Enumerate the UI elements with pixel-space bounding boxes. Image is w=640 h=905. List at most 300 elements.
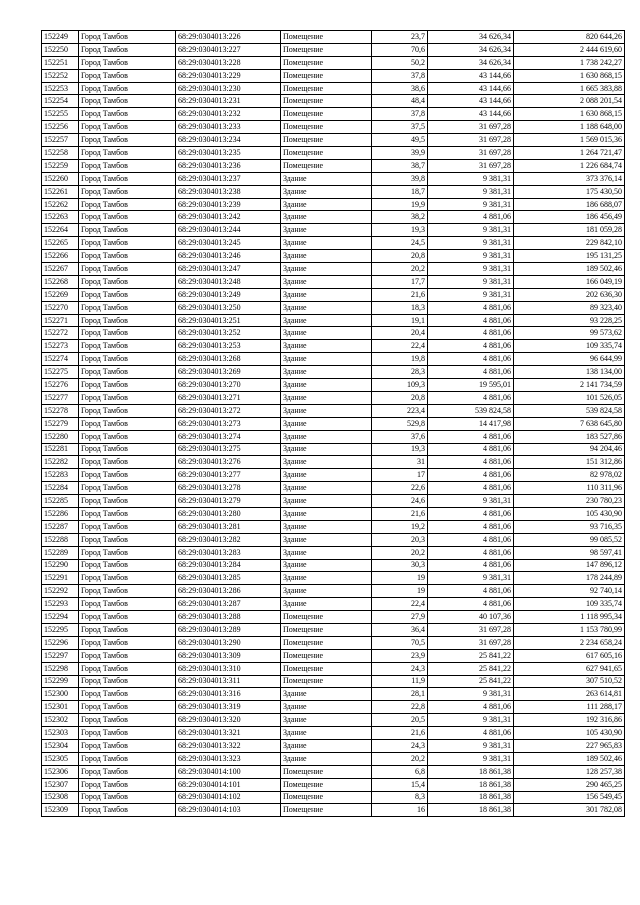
cadastral-value-cell: 92 740,14 — [514, 585, 625, 598]
object-type-cell: Здание — [281, 379, 372, 392]
object-type-cell: Помещение — [281, 623, 372, 636]
cadastral-number-cell: 68:29:0304013:227 — [176, 43, 281, 56]
area-cell: 31 — [372, 456, 428, 469]
specific-value-cell: 4 881,06 — [428, 353, 514, 366]
row-number-cell: 152298 — [42, 662, 79, 675]
object-type-cell: Здание — [281, 714, 372, 727]
table-row — [42, 43, 625, 56]
object-type-cell: Помещение — [281, 147, 372, 160]
table-row — [42, 495, 625, 508]
specific-value-cell: 18 861,38 — [428, 778, 514, 791]
city-cell: Город Тамбов — [79, 482, 176, 495]
row-number-cell: 152255 — [42, 108, 79, 121]
table-row — [42, 507, 625, 520]
cadastral-number-cell: 68:29:0304013:309 — [176, 649, 281, 662]
city-cell: Город Тамбов — [79, 43, 176, 56]
table-row — [42, 301, 625, 314]
object-type-cell: Здание — [281, 288, 372, 301]
cadastral-value-cell: 109 335,74 — [514, 340, 625, 353]
table-row — [42, 611, 625, 624]
city-cell: Город Тамбов — [79, 495, 176, 508]
cadastral-value-cell: 189 502,46 — [514, 263, 625, 276]
cadastral-value-cell: 2 088 201,54 — [514, 95, 625, 108]
object-type-cell: Помещение — [281, 134, 372, 147]
cadastral-value-cell: 1 630 868,15 — [514, 108, 625, 121]
table-row — [42, 533, 625, 546]
row-number-cell: 152260 — [42, 172, 79, 185]
table-row — [42, 224, 625, 237]
area-cell: 30,3 — [372, 559, 428, 572]
specific-value-cell: 4 881,06 — [428, 701, 514, 714]
cadastral-value-cell: 373 376,14 — [514, 172, 625, 185]
cadastral-number-cell: 68:29:0304014:100 — [176, 765, 281, 778]
row-number-cell: 152285 — [42, 495, 79, 508]
city-cell: Город Тамбов — [79, 263, 176, 276]
cadastral-number-cell: 68:29:0304013:320 — [176, 714, 281, 727]
city-cell: Город Тамбов — [79, 31, 176, 44]
city-cell: Город Тамбов — [79, 443, 176, 456]
object-type-cell: Здание — [281, 250, 372, 263]
specific-value-cell: 34 626,34 — [428, 56, 514, 69]
cadastral-number-cell: 68:29:0304013:289 — [176, 623, 281, 636]
cadastral-value-cell: 166 049,19 — [514, 275, 625, 288]
table-row — [42, 211, 625, 224]
cadastral-value-cell: 138 134,00 — [514, 366, 625, 379]
table-row — [42, 31, 625, 44]
table-row — [42, 443, 625, 456]
table-row — [42, 121, 625, 134]
cadastral-number-cell: 68:29:0304013:237 — [176, 172, 281, 185]
row-number-cell: 152267 — [42, 263, 79, 276]
area-cell: 39,9 — [372, 147, 428, 160]
area-cell: 24,3 — [372, 739, 428, 752]
row-number-cell: 152309 — [42, 804, 79, 817]
city-cell: Город Тамбов — [79, 275, 176, 288]
area-cell: 223,4 — [372, 404, 428, 417]
table-row — [42, 520, 625, 533]
cadastral-value-cell: 2 444 619,60 — [514, 43, 625, 56]
table-row — [42, 95, 625, 108]
area-cell: 19,9 — [372, 198, 428, 211]
object-type-cell: Помещение — [281, 108, 372, 121]
cadastral-number-cell: 68:29:0304013:283 — [176, 546, 281, 559]
area-cell: 24,3 — [372, 662, 428, 675]
object-type-cell: Помещение — [281, 675, 372, 688]
table-body — [42, 31, 625, 817]
cadastral-value-cell: 230 780,23 — [514, 495, 625, 508]
object-type-cell: Здание — [281, 237, 372, 250]
cadastral-number-cell: 68:29:0304013:316 — [176, 688, 281, 701]
city-cell: Город Тамбов — [79, 701, 176, 714]
cadastral-value-cell: 195 131,25 — [514, 250, 625, 263]
area-cell: 37,6 — [372, 430, 428, 443]
object-type-cell: Здание — [281, 482, 372, 495]
cadastral-number-cell: 68:29:0304013:232 — [176, 108, 281, 121]
table-row — [42, 469, 625, 482]
area-cell: 20,5 — [372, 714, 428, 727]
area-cell: 20,3 — [372, 533, 428, 546]
table-row — [42, 69, 625, 82]
city-cell: Город Тамбов — [79, 765, 176, 778]
cadastral-number-cell: 68:29:0304013:229 — [176, 69, 281, 82]
cadastral-number-cell: 68:29:0304013:280 — [176, 507, 281, 520]
table-row — [42, 585, 625, 598]
area-cell: 19,1 — [372, 314, 428, 327]
city-cell: Город Тамбов — [79, 636, 176, 649]
cadastral-value-cell: 99 573,62 — [514, 327, 625, 340]
specific-value-cell: 43 144,66 — [428, 82, 514, 95]
row-number-cell: 152292 — [42, 585, 79, 598]
city-cell: Город Тамбов — [79, 520, 176, 533]
table-row — [42, 288, 625, 301]
specific-value-cell: 25 841,22 — [428, 662, 514, 675]
table-row — [42, 263, 625, 276]
cadastral-value-cell: 181 059,28 — [514, 224, 625, 237]
specific-value-cell: 4 881,06 — [428, 366, 514, 379]
area-cell: 70,5 — [372, 636, 428, 649]
city-cell: Город Тамбов — [79, 623, 176, 636]
city-cell: Город Тамбов — [79, 649, 176, 662]
table-row — [42, 391, 625, 404]
row-number-cell: 152274 — [42, 353, 79, 366]
cadastral-value-cell: 2 141 734,59 — [514, 379, 625, 392]
specific-value-cell: 4 881,06 — [428, 727, 514, 740]
specific-value-cell: 9 381,31 — [428, 572, 514, 585]
specific-value-cell: 9 381,31 — [428, 263, 514, 276]
object-type-cell: Помещение — [281, 31, 372, 44]
table-row — [42, 688, 625, 701]
cadastral-number-cell: 68:29:0304013:252 — [176, 327, 281, 340]
cadastral-number-cell: 68:29:0304014:102 — [176, 791, 281, 804]
table-row — [42, 649, 625, 662]
cadastral-number-cell: 68:29:0304013:287 — [176, 598, 281, 611]
object-type-cell: Здание — [281, 314, 372, 327]
object-type-cell: Здание — [281, 224, 372, 237]
row-number-cell: 152291 — [42, 572, 79, 585]
cadastral-number-cell: 68:29:0304013:244 — [176, 224, 281, 237]
object-type-cell: Помещение — [281, 43, 372, 56]
cadastral-value-cell: 307 510,52 — [514, 675, 625, 688]
object-type-cell: Здание — [281, 546, 372, 559]
area-cell: 21,6 — [372, 727, 428, 740]
row-number-cell: 152253 — [42, 82, 79, 95]
city-cell: Город Тамбов — [79, 404, 176, 417]
specific-value-cell: 9 381,31 — [428, 185, 514, 198]
cadastral-value-cell: 263 614,81 — [514, 688, 625, 701]
area-cell: 17 — [372, 469, 428, 482]
object-type-cell: Помещение — [281, 636, 372, 649]
row-number-cell: 152301 — [42, 701, 79, 714]
cadastral-value-cell: 290 465,25 — [514, 778, 625, 791]
row-number-cell: 152307 — [42, 778, 79, 791]
area-cell: 19,3 — [372, 224, 428, 237]
cadastral-number-cell: 68:29:0304013:239 — [176, 198, 281, 211]
row-number-cell: 152271 — [42, 314, 79, 327]
row-number-cell: 152281 — [42, 443, 79, 456]
specific-value-cell: 31 697,28 — [428, 623, 514, 636]
city-cell: Город Тамбов — [79, 727, 176, 740]
cadastral-value-cell: 301 782,08 — [514, 804, 625, 817]
row-number-cell: 152308 — [42, 791, 79, 804]
specific-value-cell: 4 881,06 — [428, 430, 514, 443]
object-type-cell: Здание — [281, 185, 372, 198]
cadastral-value-cell: 1 738 242,27 — [514, 56, 625, 69]
cadastral-value-table — [41, 30, 625, 817]
cadastral-number-cell: 68:29:0304013:310 — [176, 662, 281, 675]
area-cell: 20,8 — [372, 391, 428, 404]
city-cell: Город Тамбов — [79, 611, 176, 624]
specific-value-cell: 9 381,31 — [428, 172, 514, 185]
area-cell: 20,2 — [372, 263, 428, 276]
row-number-cell: 152305 — [42, 752, 79, 765]
cadastral-value-cell: 617 605,16 — [514, 649, 625, 662]
row-number-cell: 152279 — [42, 417, 79, 430]
object-type-cell: Здание — [281, 301, 372, 314]
city-cell: Город Тамбов — [79, 288, 176, 301]
table-row — [42, 765, 625, 778]
cadastral-value-cell: 192 316,86 — [514, 714, 625, 727]
specific-value-cell: 31 697,28 — [428, 147, 514, 160]
cadastral-number-cell: 68:29:0304013:238 — [176, 185, 281, 198]
cadastral-value-cell: 175 430,50 — [514, 185, 625, 198]
table-row — [42, 134, 625, 147]
cadastral-value-cell: 109 335,74 — [514, 598, 625, 611]
cadastral-value-cell: 151 312,86 — [514, 456, 625, 469]
cadastral-value-cell: 627 941,65 — [514, 662, 625, 675]
table-row — [42, 314, 625, 327]
specific-value-cell: 9 381,31 — [428, 198, 514, 211]
area-cell: 38,2 — [372, 211, 428, 224]
cadastral-number-cell: 68:29:0304013:228 — [176, 56, 281, 69]
table-row — [42, 559, 625, 572]
object-type-cell: Помещение — [281, 791, 372, 804]
area-cell: 22,8 — [372, 701, 428, 714]
row-number-cell: 152297 — [42, 649, 79, 662]
table-row — [42, 778, 625, 791]
cadastral-number-cell: 68:29:0304013:236 — [176, 159, 281, 172]
table-row — [42, 250, 625, 263]
specific-value-cell: 31 697,28 — [428, 134, 514, 147]
table-row — [42, 275, 625, 288]
city-cell: Город Тамбов — [79, 379, 176, 392]
row-number-cell: 152275 — [42, 366, 79, 379]
object-type-cell: Здание — [281, 198, 372, 211]
specific-value-cell: 19 595,01 — [428, 379, 514, 392]
row-number-cell: 152302 — [42, 714, 79, 727]
area-cell: 49,5 — [372, 134, 428, 147]
cadastral-number-cell: 68:29:0304013:268 — [176, 353, 281, 366]
object-type-cell: Здание — [281, 739, 372, 752]
specific-value-cell: 4 881,06 — [428, 585, 514, 598]
table-row — [42, 456, 625, 469]
specific-value-cell: 18 861,38 — [428, 765, 514, 778]
specific-value-cell: 4 881,06 — [428, 533, 514, 546]
table-row — [42, 791, 625, 804]
row-number-cell: 152249 — [42, 31, 79, 44]
city-cell: Город Тамбов — [79, 134, 176, 147]
city-cell: Город Тамбов — [79, 250, 176, 263]
object-type-cell: Помещение — [281, 804, 372, 817]
specific-value-cell: 4 881,06 — [428, 482, 514, 495]
cadastral-number-cell: 68:29:0304013:233 — [176, 121, 281, 134]
cadastral-number-cell: 68:29:0304013:246 — [176, 250, 281, 263]
object-type-cell: Здание — [281, 469, 372, 482]
table-row — [42, 147, 625, 160]
cadastral-number-cell: 68:29:0304013:278 — [176, 482, 281, 495]
cadastral-value-cell: 96 644,99 — [514, 353, 625, 366]
city-cell: Город Тамбов — [79, 546, 176, 559]
cadastral-number-cell: 68:29:0304013:322 — [176, 739, 281, 752]
object-type-cell: Помещение — [281, 69, 372, 82]
row-number-cell: 152269 — [42, 288, 79, 301]
specific-value-cell: 14 417,98 — [428, 417, 514, 430]
cadastral-number-cell: 68:29:0304013:279 — [176, 495, 281, 508]
cadastral-value-cell: 539 824,58 — [514, 404, 625, 417]
object-type-cell: Помещение — [281, 159, 372, 172]
row-number-cell: 152278 — [42, 404, 79, 417]
object-type-cell: Здание — [281, 533, 372, 546]
area-cell: 15,4 — [372, 778, 428, 791]
specific-value-cell: 25 841,22 — [428, 675, 514, 688]
area-cell: 17,7 — [372, 275, 428, 288]
cadastral-value-cell: 156 549,45 — [514, 791, 625, 804]
cadastral-number-cell: 68:29:0304013:248 — [176, 275, 281, 288]
city-cell: Город Тамбов — [79, 185, 176, 198]
city-cell: Город Тамбов — [79, 301, 176, 314]
city-cell: Город Тамбов — [79, 662, 176, 675]
cadastral-number-cell: 68:29:0304013:234 — [176, 134, 281, 147]
city-cell: Город Тамбов — [79, 108, 176, 121]
area-cell: 529,8 — [372, 417, 428, 430]
cadastral-value-cell: 1 118 995,34 — [514, 611, 625, 624]
table-row — [42, 237, 625, 250]
row-number-cell: 152294 — [42, 611, 79, 624]
city-cell: Город Тамбов — [79, 688, 176, 701]
area-cell: 22,4 — [372, 598, 428, 611]
row-number-cell: 152277 — [42, 391, 79, 404]
specific-value-cell: 9 381,31 — [428, 495, 514, 508]
cadastral-value-cell: 7 638 645,80 — [514, 417, 625, 430]
cadastral-value-cell: 105 430,90 — [514, 727, 625, 740]
city-cell: Город Тамбов — [79, 224, 176, 237]
specific-value-cell: 34 626,34 — [428, 31, 514, 44]
cadastral-number-cell: 68:29:0304013:235 — [176, 147, 281, 160]
object-type-cell: Помещение — [281, 778, 372, 791]
cadastral-value-cell: 202 636,30 — [514, 288, 625, 301]
area-cell: 28,1 — [372, 688, 428, 701]
specific-value-cell: 4 881,06 — [428, 546, 514, 559]
area-cell: 23,7 — [372, 31, 428, 44]
object-type-cell: Здание — [281, 430, 372, 443]
area-cell: 24,5 — [372, 237, 428, 250]
area-cell: 19 — [372, 572, 428, 585]
city-cell: Город Тамбов — [79, 804, 176, 817]
cadastral-number-cell: 68:29:0304013:253 — [176, 340, 281, 353]
area-cell: 18,3 — [372, 301, 428, 314]
row-number-cell: 152259 — [42, 159, 79, 172]
cadastral-number-cell: 68:29:0304013:286 — [176, 585, 281, 598]
area-cell: 19,8 — [372, 353, 428, 366]
cadastral-value-cell: 1 630 868,15 — [514, 69, 625, 82]
object-type-cell: Здание — [281, 443, 372, 456]
cadastral-number-cell: 68:29:0304013:230 — [176, 82, 281, 95]
row-number-cell: 152290 — [42, 559, 79, 572]
area-cell: 23,9 — [372, 649, 428, 662]
row-number-cell: 152258 — [42, 147, 79, 160]
row-number-cell: 152296 — [42, 636, 79, 649]
cadastral-value-cell: 820 644,26 — [514, 31, 625, 44]
cadastral-value-cell: 178 244,89 — [514, 572, 625, 585]
city-cell: Город Тамбов — [79, 147, 176, 160]
row-number-cell: 152303 — [42, 727, 79, 740]
table-row — [42, 623, 625, 636]
cadastral-value-cell: 94 204,46 — [514, 443, 625, 456]
city-cell: Город Тамбов — [79, 56, 176, 69]
object-type-cell: Здание — [281, 417, 372, 430]
area-cell: 24,6 — [372, 495, 428, 508]
table-row — [42, 417, 625, 430]
cadastral-value-cell: 111 288,17 — [514, 701, 625, 714]
specific-value-cell: 31 697,28 — [428, 121, 514, 134]
row-number-cell: 152295 — [42, 623, 79, 636]
specific-value-cell: 9 381,31 — [428, 275, 514, 288]
cadastral-number-cell: 68:29:0304013:247 — [176, 263, 281, 276]
cadastral-value-cell: 128 257,38 — [514, 765, 625, 778]
cadastral-number-cell: 68:29:0304013:281 — [176, 520, 281, 533]
city-cell: Город Тамбов — [79, 417, 176, 430]
specific-value-cell: 4 881,06 — [428, 327, 514, 340]
area-cell: 22,4 — [372, 340, 428, 353]
row-number-cell: 152293 — [42, 598, 79, 611]
area-cell: 27,9 — [372, 611, 428, 624]
area-cell: 19,2 — [372, 520, 428, 533]
area-cell: 70,6 — [372, 43, 428, 56]
specific-value-cell: 18 861,38 — [428, 804, 514, 817]
row-number-cell: 152300 — [42, 688, 79, 701]
specific-value-cell: 18 861,38 — [428, 791, 514, 804]
cadastral-value-cell: 1 264 721,47 — [514, 147, 625, 160]
specific-value-cell: 9 381,31 — [428, 714, 514, 727]
city-cell: Город Тамбов — [79, 159, 176, 172]
city-cell: Город Тамбов — [79, 237, 176, 250]
area-cell: 20,2 — [372, 546, 428, 559]
cadastral-value-cell: 105 430,90 — [514, 507, 625, 520]
cadastral-number-cell: 68:29:0304013:285 — [176, 572, 281, 585]
city-cell: Город Тамбов — [79, 585, 176, 598]
city-cell: Город Тамбов — [79, 172, 176, 185]
cadastral-value-cell: 1 188 648,00 — [514, 121, 625, 134]
cadastral-value-cell: 2 234 658,24 — [514, 636, 625, 649]
specific-value-cell: 9 381,31 — [428, 752, 514, 765]
cadastral-number-cell: 68:29:0304013:250 — [176, 301, 281, 314]
cadastral-value-cell: 189 502,46 — [514, 752, 625, 765]
cadastral-number-cell: 68:29:0304013:271 — [176, 391, 281, 404]
specific-value-cell: 4 881,06 — [428, 340, 514, 353]
object-type-cell: Помещение — [281, 765, 372, 778]
object-type-cell: Здание — [281, 688, 372, 701]
area-cell: 20,2 — [372, 752, 428, 765]
city-cell: Город Тамбов — [79, 507, 176, 520]
table-row — [42, 482, 625, 495]
area-cell: 37,8 — [372, 69, 428, 82]
table-row — [42, 727, 625, 740]
object-type-cell: Здание — [281, 520, 372, 533]
table-row — [42, 353, 625, 366]
specific-value-cell: 4 881,06 — [428, 314, 514, 327]
object-type-cell: Здание — [281, 172, 372, 185]
object-type-cell: Здание — [281, 275, 372, 288]
table-row — [42, 159, 625, 172]
